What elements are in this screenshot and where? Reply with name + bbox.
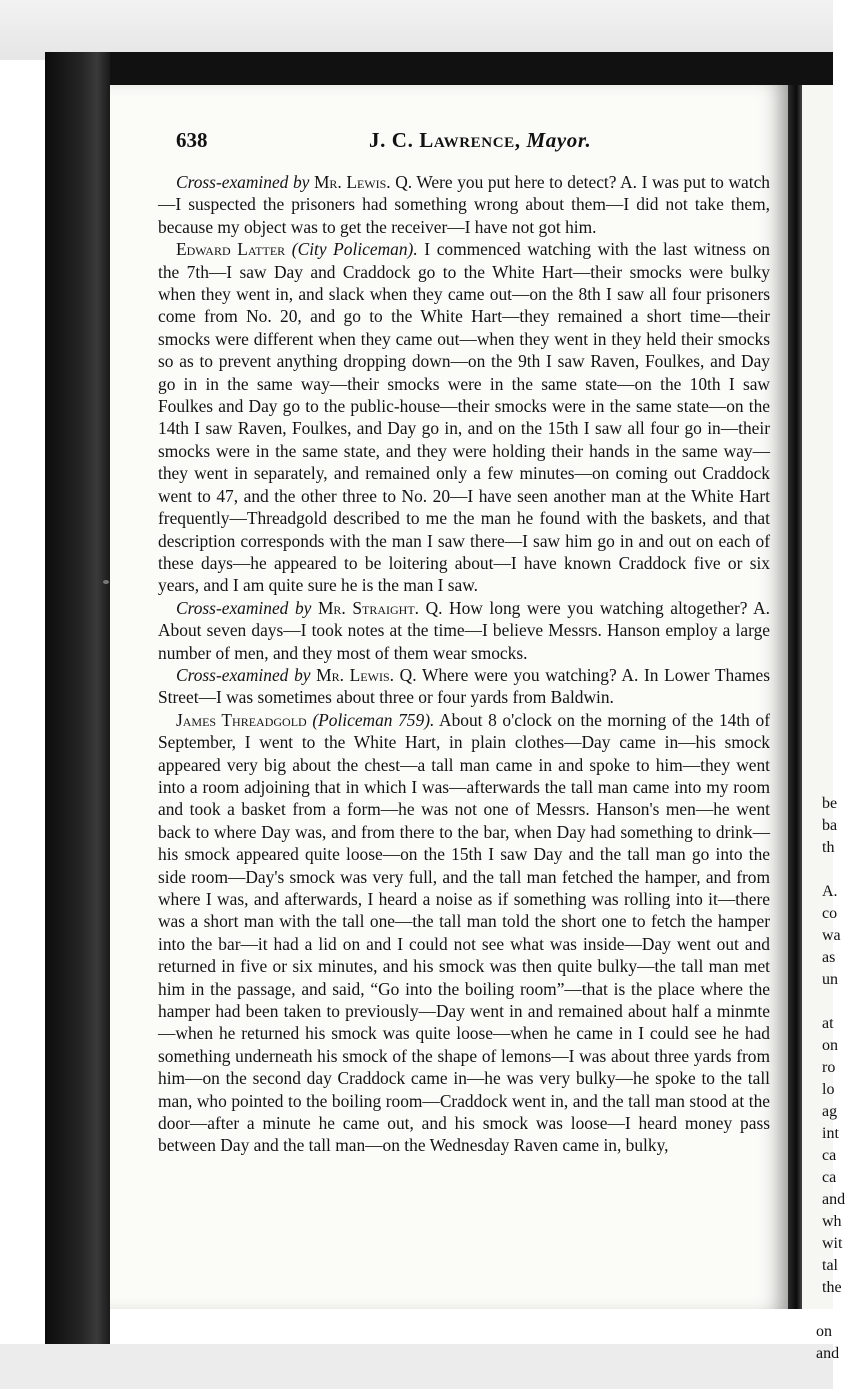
paragraph-lead-role: (Policeman 759). [312, 709, 435, 730]
adjacent-fragment: on [822, 1037, 838, 1054]
paragraph-cross-exam-lewis-1 [158, 171, 770, 238]
adjacent-fragment: un [822, 971, 838, 988]
adjacent-fragment: int [822, 1125, 839, 1142]
paragraph-text: About 8 o'clock on the morning of the 14th of September, I went to the White Hart, in plain clothes—Day came in—his smock appeared very big about the chest—a tall man came in and spoke to him—they went into a room adjoining that in which I was—afterwards the tall man came into my room and took a basket from a form—he was not one of Messrs. Hanson's men—he went back to where Day was, and from there to the bar, when Day had something to drink—his smock appeared quite loose—on the 15th I saw Day and the tall man go into the side room—Day's smock was very full, and the tall man fetched the hamper, and from where I was, and afterwards, I heard a noise as if something was rolling into it—there was a short man with the tall one—the tall man told the short one to fetch the hamper into the bar—it had a lid on and I could not see what was inside—Day went out and returned in five or six minutes, and his smock was then quite bulky—the tall man met him in the passage, and said, “Go into the boiling room”—that is the place where the hamper had been taken to previously—Day went in and remained about half a minmte—when he returned his smock was quite loose—when he came in I could see he had something underneath his smock of the shape of lemons—I was about three yards from him—on the second day Craddock came in—he was very bulky—he spoke to the tall man, who pointed to the boiling room—Craddock went in, and the tall man stood at the door—after a minute he came out, and his smock was loose—I heard money pass between Day and the tall man—on the Wednesday Raven came in, bulky, [158, 709, 770, 1156]
adjacent-fragment: wa [822, 927, 841, 944]
book-spine-shadow [45, 52, 110, 1344]
paragraph-lead-name: Edward Latter [176, 239, 286, 260]
page-number: 638 [176, 128, 208, 152]
paragraph-cross-exam-straight [158, 597, 770, 664]
adjacent-fragment: on [816, 1323, 832, 1340]
adjacent-fragment: at [822, 1015, 834, 1032]
adjacent-fragment: the [822, 1279, 842, 1296]
paragraph-james-threadgold [158, 709, 770, 1157]
running-head-name: J. C. Lawrence, [369, 128, 521, 152]
adjacent-fragment: A. [822, 883, 838, 900]
adjacent-fragment: th [822, 839, 835, 856]
scan-bottom-margin [0, 1344, 833, 1389]
adjacent-fragment: ro [822, 1059, 836, 1076]
paragraph-cross-exam-lewis-2 [158, 664, 770, 709]
page-body [158, 171, 770, 1157]
book-gutter [788, 85, 802, 1309]
paragraph-text: Q. Where were you watching? A. In Lower Thames Street—I was sometimes about three or four yards from Baldwin. [158, 664, 770, 708]
paragraph-text: Q. How long were you watching altogether? A. About seven days—I took notes at the time—I believe Messrs. Hanson employ a large number of men, and they most of them wear smocks. [158, 597, 770, 663]
page-header [176, 128, 776, 154]
paragraph-lead-italic: Cross-examined by [176, 172, 310, 192]
running-head [369, 128, 591, 153]
adjacent-fragment: lo [822, 1081, 835, 1098]
paragraph-lead-name: Mr. Lewis. [313, 172, 391, 192]
adjacent-fragment: and [822, 1191, 845, 1208]
paragraph-lead-name: Mr. Straight. [317, 597, 419, 618]
paragraph-lead-italic: Cross-examined by [176, 664, 311, 685]
adjacent-page-edge [802, 85, 845, 1362]
running-head-title: Mayor. [526, 128, 592, 152]
adjacent-fragment: co [822, 905, 838, 922]
paragraph-text: Q. Were you put here to detect? A. I was put to watch—I suspected the prisoners had something wrong about them—I did not take them, because my object was to get the receiver—I have not got him. [158, 172, 770, 237]
adjacent-fragment: ag [822, 1103, 838, 1120]
adjacent-fragment: wit [822, 1235, 843, 1252]
adjacent-fragment: as [822, 949, 836, 966]
paragraph-lead-name: Mr. Lewis. [316, 664, 394, 685]
paragraph-lead-name: James Threadgold [176, 709, 307, 730]
adjacent-fragment: be [822, 795, 838, 812]
scan-top-margin [0, 0, 833, 60]
paragraph-lead-italic: Cross-examined by [176, 597, 312, 618]
paragraph-edward-latter [158, 238, 770, 597]
paragraph-text: I commenced watching with the last witness on the 7th—I saw Day and Craddock go to the White Hart—their smocks were bulky when they went in, and slack when they came out—on the 8th I saw all four prisoners come from No. 20, and go to the White Hart—they remained a short time—their smocks were different when they came out—when they went in they held their smocks so as to prevent anything dropping down—on the 9th I saw Raven, Foulkes, and Day go in in the same way—their smocks were in the same state—on the 10th I saw Foulkes and Day go to the public-house—their smocks were in the same state—on the 14th I saw Raven, Foulkes, and Day go in, and on the 15th I saw all four go in—their smocks were in the same state, and they were holding their hands in the same way—they went in separately, and remained only a few minutes—on coming out Craddock went to 47, and the other three to No. 20—I have seen another man at the White Hart frequently—Threadgold described to me the man he found with the baskets, and that description corresponds with the man I saw there—I saw him go in and out on each of these days—he appeared to be loitering about—I have known Craddock five or six years, and I am quite sure he is the man I saw. [158, 239, 770, 596]
adjacent-fragment: ba [822, 817, 838, 834]
scan-speck [103, 580, 109, 584]
paragraph-lead-role: (City Policeman). [291, 239, 418, 260]
adjacent-fragment: wh [822, 1213, 842, 1230]
adjacent-fragment: ca [822, 1147, 837, 1164]
adjacent-fragment: tal [822, 1257, 838, 1274]
adjacent-fragment: ca [822, 1169, 837, 1186]
adjacent-fragment: and [816, 1345, 840, 1362]
